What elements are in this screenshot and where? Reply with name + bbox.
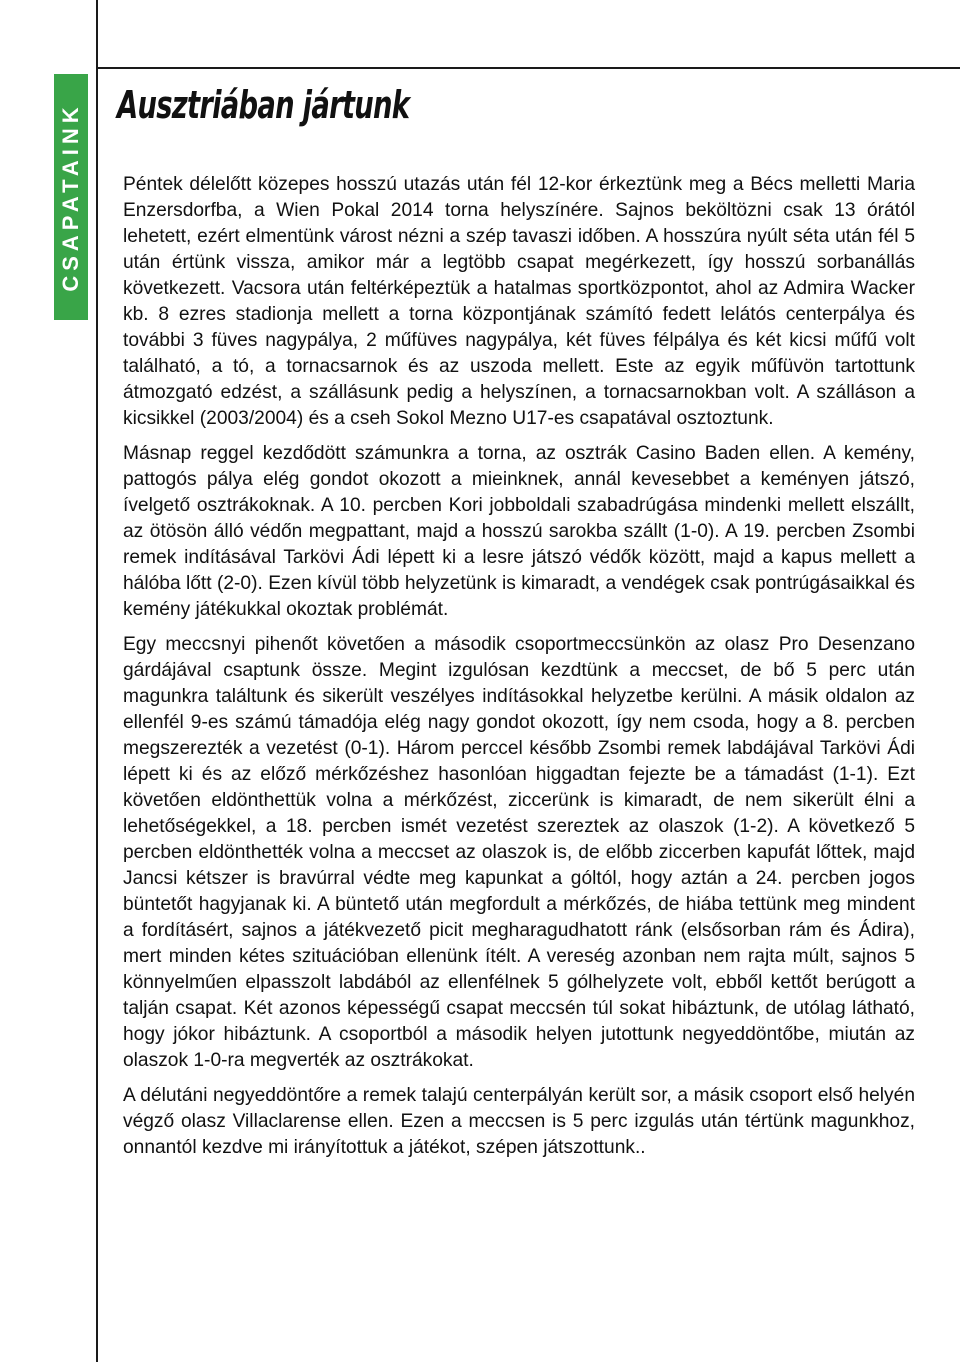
horizontal-rule xyxy=(96,67,960,69)
section-tab-label: CSAPATAINK xyxy=(58,102,83,292)
article-title: Ausztriában jártunk xyxy=(117,83,410,127)
article-paragraph: Péntek délelőtt közepes hosszú utazás után fél 12-kor érkeztünk meg a Bécs melletti Maria Enzersdorfba, a Wien Pokal 2014 torna helyszínére. Sajnos beköltözni csak 13 órától lehetett, ezért elmentünk várost nézni a szép tavaszi időben. A hosszúra nyúlt séta után fél 5 után értünk vissza, amikor már a legtöbb csapat megérkezett, így hosszú sorbanállás következett. Vacsora után feltérképeztük a hatalmas sportközpontot, ahol az Admira Wacker kb. 8 ezres stadionja mellett a torna központjának számító fedett lelátós centerpálya és további 3 füves nagypálya, 2 műfüves nagypálya, két füves félpálya és két kicsi műfű volt található, a tó, a tornacsarnok és az uszoda mellett. Este az egyik műfüvön tartottunk átmozgató edzést, a szállásunk pedig a helyszínen, a tornacsarnokban volt. A szálláson a kicsikkel (2003/2004) és a cseh Sokol Mezno U17-es csapatával osztoztunk. xyxy=(123,174,915,429)
article-body xyxy=(123,172,915,1170)
article-paragraph: Másnap reggel kezdődött számunkra a torna, az osztrák Casino Baden ellen. A kemény, pattogós pálya elég gondot okozott a mieinknek, annál kevesebbet a keményen játszó, ívelgető osztrákoknak. A 10. percben Kori jobboldali szabadrúgása mindenki mellett elszállt, az ötösön álló védőn megpattant, majd a hosszú sarokba szállt (1-0). A 19. percben Zsombi remek indításával Tarkövi Ádi lépett ki a lesre játszó védők között, majd a kapus mellett a hálóba lőtt (2-0). Ezen kívül több helyzetünk is kimaradt, a vendégek csak pontrúgásaikkal és kemény játékukkal okoztak problémát. xyxy=(123,443,915,620)
section-tab xyxy=(54,74,88,320)
vertical-rule xyxy=(96,0,98,1362)
article-paragraph: Egy meccsnyi pihenőt követően a második csoportmeccsünkön az olasz Pro Desenzano gárdájával csaptunk össze. Megint izgulósan kezdtünk a meccset, de bő 5 perc után magunkra találtunk és sikerült veszélyes indításokkal helyzetbe kerülni. A másik oldalon az ellenfél 9-es számú támadója elég nagy gondot okozott, így nem csoda, hogy a 8. percben megszerezték a vezetést (0-1). Három perccel később Zsombi remek labdájával Tarkövi Ádi lépett ki és az előző mérkőzéshez hasonlóan higgadtan fejezte be a támadást (1-1). Ezt követően eldönthettük volna a mérkőzést, ziccerünk is kimaradt, de nem sikerült élni a lehetőségekkel, a 18. percben ismét vezetést szereztek az olaszok (1-2). A következő 5 percben eldönthették volna a meccset az olaszok is, de előbb ziccerben kapufát lőttek, majd Jancsi kétszer is bravúrral védte meg kapunkat a góltól, hogy aztán a 24. percben jogos büntetőt hagyjanak ki. A büntető után megfordult a mérkőzés, de hiába tettünk meg mindent a fordításért, sajnos a játékvezető picit megharagudhatott ránk (elsősorban rám és Ádira), mert minden kétes szituációban ellenünk ítélt. A vereség azonban nem rajta múlt, sajnos 5 könnyelműen elpasszolt labdából az ellenfélnek 5 gólhelyzete volt, ebből kettőt berúgott a talján csapat. Két azonos képességű csapat meccsén túl sokat hibáztunk, de utólag látható, hogy jókor hibáztunk. A csoportból a második helyen jutottunk negyeddöntőbe, miután az olaszok 1-0-ra megverték az osztrákokat. xyxy=(123,634,915,1071)
article-paragraph: A délutáni negyeddöntőre a remek talajú centerpályán került sor, a másik csoport első helyén végző olasz Villaclarense ellen. Ezen a meccsen is 5 perc izgulás után tértünk magunkhoz, onnantól kezdve mi irányítottuk a játékot, szépen játszottunk.. xyxy=(123,1085,915,1158)
